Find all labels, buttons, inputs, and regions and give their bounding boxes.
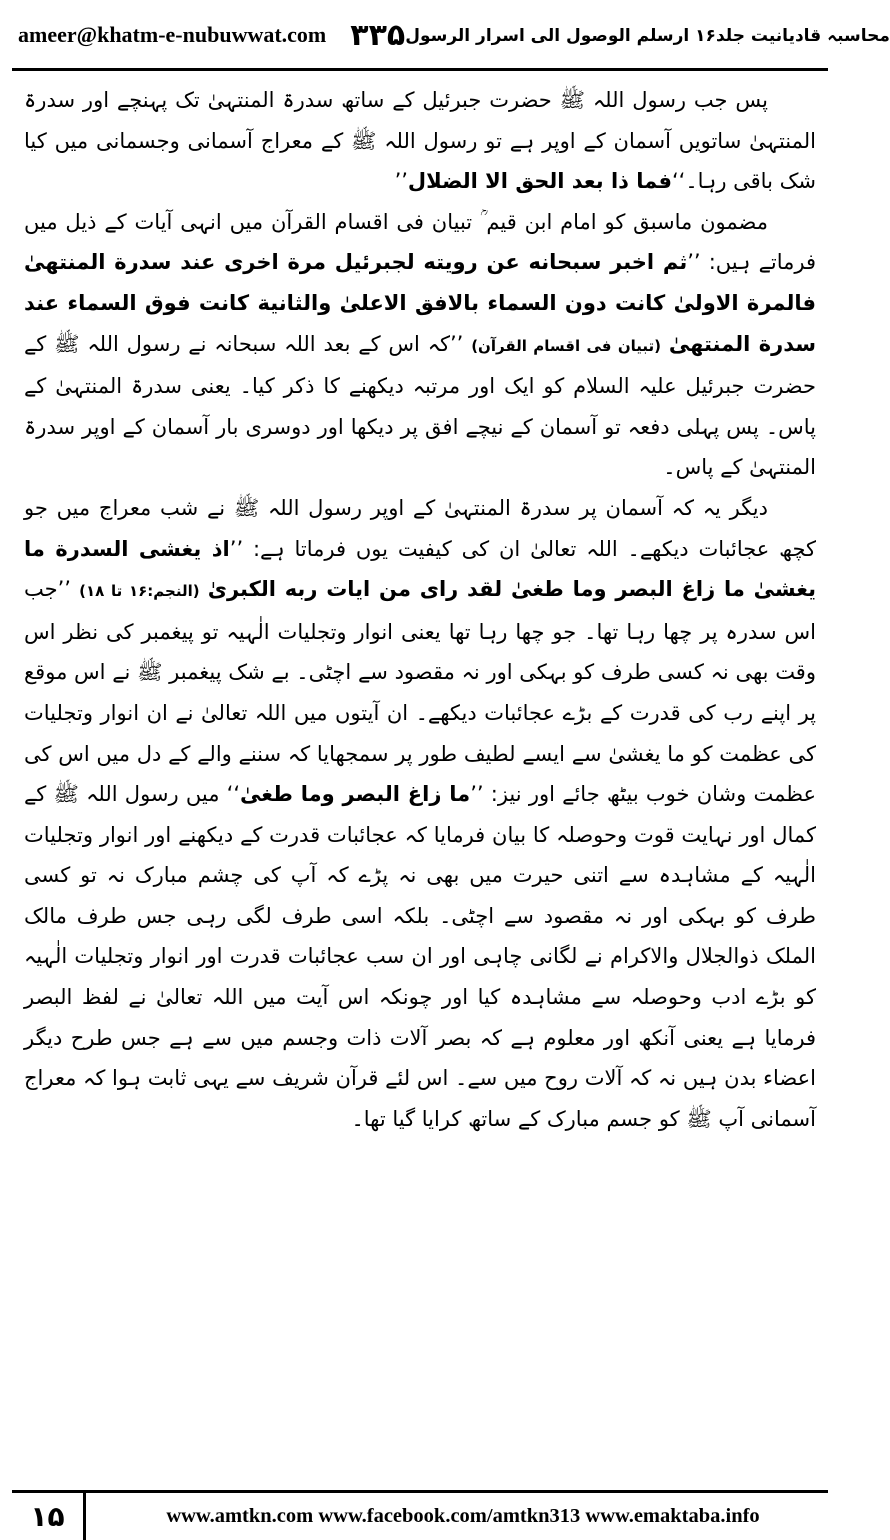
header-book-title: محاسبہ قادیانیت جلد۱۶ ارسلم الوصول الی اسرار الرسول bbox=[405, 25, 890, 46]
text-run: ’’جب اس سدرہ پر چھا رہا تھا۔ جو چھا رہا تھا یعنی انوار وتجلیات الٰہیہ تو پیغمبر کی نظر اس وقت بھی نہ کسی طرف کو بہکی اور نہ مقصود سے اچٹی۔ بے شک پیغمبر ﷺ نے اس موقع پر اپنے رب کی قدرت کے بڑے عجائبات دیکھے۔ ان آیتوں میں اللہ تعالیٰ نے ان انوار وتجلیات کی عظمت کو ما یغشیٰ سے ایسے لطیف طور پر سمجھایا کہ سننے والے کے دل میں اس کی عظمت وشان خوب بیٹھ جائے اور نیز: ’’ bbox=[24, 577, 817, 807]
paragraph bbox=[24, 80, 816, 202]
header-email: ameer@khatm-e-nubuwwat.com bbox=[18, 22, 327, 47]
reference: (تبیان فی اقسام القرآن) bbox=[471, 336, 662, 355]
header-divider bbox=[12, 68, 828, 71]
text-run: ’’ bbox=[394, 169, 408, 194]
paragraph bbox=[24, 202, 816, 488]
text-run: مضمون ماسبق کو امام ابن قیم ؒ تبیان فی اقسام القرآن میں انہی آیات کے ذیل میں فرماتے ہیں: ’’ bbox=[24, 209, 816, 275]
page-footer bbox=[0, 1493, 840, 1540]
arabic-quote: فما ذا بعد الحق الا الضلال bbox=[407, 169, 672, 194]
header-page-number: ۳۳۵ bbox=[350, 17, 406, 53]
text-run bbox=[200, 577, 208, 601]
text-run: ‘‘ میں رسول اللہ ﷺ کے کمال اور نہایت قوت وحوصلہ کا بیان فرمایا کہ عجائبات قدرت کے دیکھنے اور انوار وتجلیات الٰہیہ کے مشاہدہ سے اتنی حیرت میں بھی نہ پڑے کہ آپ کی چشم مبارک نہ تو کسی طرف کو بہکی اور نہ مقصود سے اچٹی۔ بلکہ اسی طرف لگی رہی جس طرف مالک الملک ذوالجلال والاکرام نے لگانی چاہی اور ان سب عجائبات قدرت اور انوار وتجلیات الٰہیہ کو بڑے ادب وحوصلہ سے مشاہدہ کیا اور چونکہ اس آیت میں اللہ تعالیٰ نے لفظ البصر فرمایا ہے یعنی آنکھ اور معلوم ہے کہ بصر آلات ذات وجسم میں سے ہے جس طرح دیگر اعضاء بدن ہیں نہ کہ آلات روح میں سے۔ اس لئے قرآن شریف سے یہی ثابت ہوا کہ معراج آسمانی آپ ﷺ کو جسم مبارک کے ساتھ کرایا گیا تھا۔ bbox=[24, 782, 816, 1131]
footer-urls: www.amtkn.com www.facebook.com/amtkn313 www.emaktaba.info bbox=[166, 1505, 760, 1527]
paragraph bbox=[24, 488, 816, 1140]
footer-page-number: ۱۵ bbox=[12, 1493, 86, 1540]
document-body bbox=[24, 80, 816, 1480]
text-run: ’’کہ اس کے بعد اللہ سبحانہ نے رسول اللہ ﷺ کے حضرت جبرئیل علیہ السلام کو ایک اور مرتبہ دیکھنے کا ذکر کیا۔ یعنی سدرۃ المنتہیٰ کے پاس۔ پس پہلی دفعہ تو آسمان کے نیچے افق پر دیکھا اور دوسری بار آسمان کے اوپر سدرۃ المنتہیٰ کے پاس۔ bbox=[24, 331, 816, 480]
page-header bbox=[0, 0, 890, 70]
text-run: پس جب رسول اللہ ﷺ حضرت جبرئیل کے ساتھ سدرۃ المنتہیٰ تک پہنچے اور سدرۃ المنتہیٰ ساتویں آسمان کے اوپر ہے تو رسول اللہ ﷺ کے معراج آسمانی وجسمانی میں کیا شک باقی رہا۔‘‘ bbox=[24, 88, 816, 194]
text-run bbox=[661, 332, 669, 356]
arabic-quote: اذ یغشی السدرة ما یغشیٰ ما زاغ البصر وما طغیٰ لقد رای من ایات ربه الکبریٰ bbox=[24, 536, 816, 602]
arabic-quote: ما زاغ البصر وما طغیٰ bbox=[240, 782, 471, 807]
arabic-quote: ثم اخبر سبحانه عن رویته لجبرئیل مرة اخری عند سدرة المنتهیٰ فالمرة الاولیٰ کانت دون السماء بالافق الاعلیٰ والثانیة کانت فوق السماء عند سدرة المنتهیٰ bbox=[24, 250, 817, 356]
reference: (النجم:۱۶ تا ۱۸) bbox=[79, 582, 200, 601]
text-run: دیگر یہ کہ آسمان پر سدرۃ المنتہیٰ کے اوپر رسول اللہ ﷺ نے شب معراج میں جو کچھ عجائبات دیکھے۔ اللہ تعالیٰ ان کی کیفیت یوں فرماتا ہے: ’’ bbox=[24, 495, 817, 561]
